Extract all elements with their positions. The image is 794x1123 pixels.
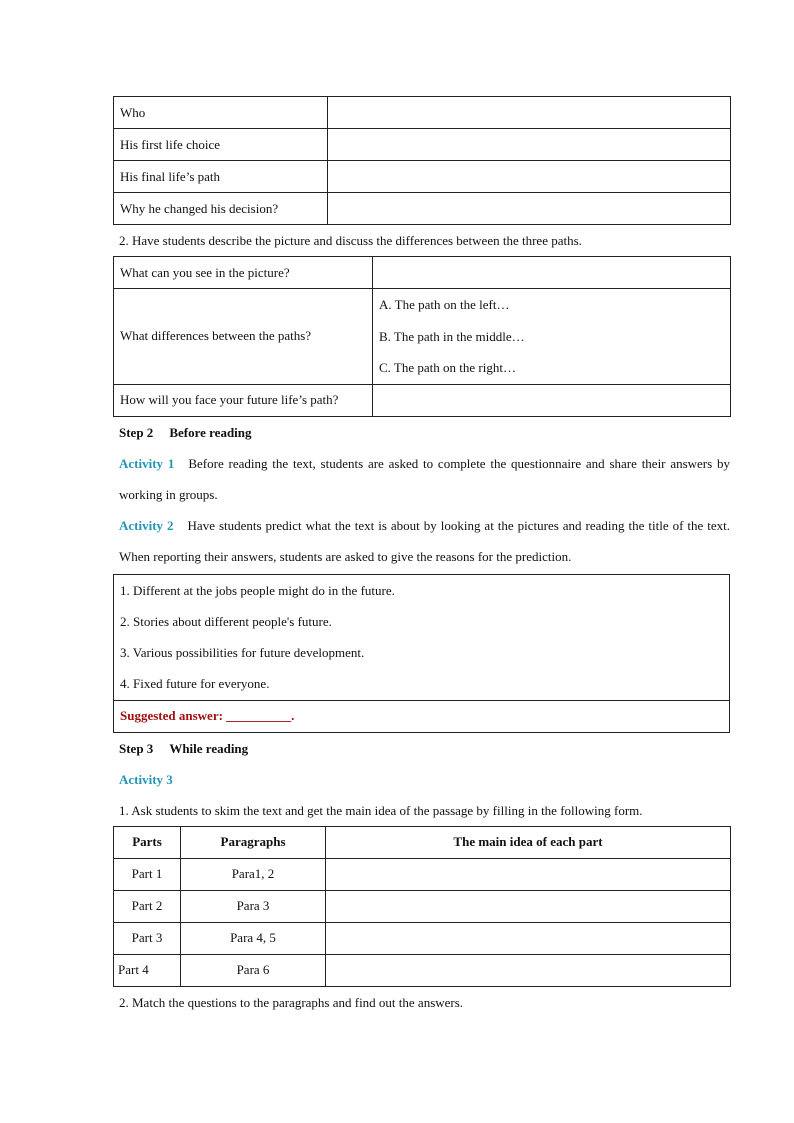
table-row (114, 574, 730, 700)
answer-cell[interactable] (328, 193, 731, 225)
part-cell: Part 1 (114, 858, 181, 890)
table-row (114, 858, 731, 890)
table-row (114, 700, 730, 732)
step3-heading (113, 733, 730, 764)
activity-text: Before reading the text, students are asked to complete the questionnaire and share their answers by working in groups. (119, 455, 730, 502)
table-header-row (114, 826, 731, 858)
table-row (114, 890, 731, 922)
answer-end: . (291, 708, 295, 724)
paragraphs-cell: Para1, 2 (181, 858, 326, 890)
answer-blank[interactable]: __________ (226, 708, 292, 724)
instruction-match-questions: 2. Match the questions to the paragraphs and find out the answers. (119, 994, 464, 1010)
prediction-options-table (113, 574, 730, 733)
step-label: Step 3 (119, 740, 154, 756)
activity-label: Activity 3 (119, 771, 173, 787)
row-label: Why he changed his decision? (114, 193, 328, 225)
answer-cell[interactable] (328, 161, 731, 193)
options-cell (373, 289, 731, 385)
option-c: C. The path on the right… (379, 360, 516, 375)
question-cell: How will you face your future life’s path? (114, 384, 373, 416)
activity1-paragraph (113, 448, 730, 510)
document-page (113, 96, 730, 1018)
column-header: Parts (114, 826, 181, 858)
activity-label: Activity 2 (119, 517, 174, 533)
list-item: 4. Fixed future for everyone. (120, 676, 270, 692)
row-label: Who (114, 97, 328, 129)
main-idea-cell[interactable] (326, 922, 731, 954)
answer-cell[interactable] (373, 257, 731, 289)
table-row (114, 922, 731, 954)
main-idea-cell[interactable] (326, 858, 731, 890)
table-row (114, 289, 731, 385)
answer-cell[interactable] (328, 97, 731, 129)
instruction-describe-picture: 2. Have students describe the picture and discuss the differences between the three paths. (119, 233, 582, 248)
instruction-skim-text: 1. Ask students to skim the text and get the main idea of the passage by filling in the following form. (119, 802, 643, 818)
option-a: A. The path on the left… (379, 297, 510, 312)
table-row (114, 954, 731, 986)
list-item: 2. Stories about different people's future. (120, 613, 332, 629)
answer-cell[interactable] (328, 129, 731, 161)
part-cell: Part 3 (114, 922, 181, 954)
question-cell: What can you see in the picture? (114, 257, 373, 289)
activity2-paragraph (113, 510, 730, 572)
table-row (114, 257, 731, 289)
list-item: 1. Different at the jobs people might do in the future. (120, 582, 395, 598)
activity3-heading (113, 764, 730, 795)
option-b: B. The path in the middle… (379, 328, 525, 344)
list-item: 3. Various possibilities for future development. (120, 645, 365, 661)
main-idea-cell[interactable] (326, 954, 731, 986)
main-idea-table (113, 826, 731, 987)
table-row (114, 384, 731, 416)
paragraphs-cell: Para 4, 5 (181, 922, 326, 954)
picture-discussion-table (113, 256, 731, 417)
table-row (114, 193, 731, 225)
step2-heading (113, 417, 730, 448)
suggested-answer-cell (114, 700, 730, 732)
story-table (113, 96, 731, 225)
step-title: While reading (169, 740, 249, 756)
activity-label: Activity 1 (119, 455, 175, 471)
part-cell: Part 2 (114, 890, 181, 922)
paragraphs-cell: Para 3 (181, 890, 326, 922)
column-header: The main idea of each part (326, 826, 731, 858)
column-header: Paragraphs (181, 826, 326, 858)
part-cell: Part 4 (114, 954, 181, 986)
suggested-answer-label: Suggested answer: (120, 708, 223, 724)
step-label: Step 2 (119, 424, 154, 440)
table-row (114, 97, 731, 129)
main-idea-cell[interactable] (326, 890, 731, 922)
row-label: His first life choice (114, 129, 328, 161)
step-title: Before reading (169, 424, 252, 440)
question-cell: What differences between the paths? (114, 289, 373, 385)
options-cell (114, 574, 730, 700)
row-label: His final life’s path (114, 161, 328, 193)
answer-cell[interactable] (373, 384, 731, 416)
table-row (114, 129, 731, 161)
activity-text: Have students predict what the text is about by looking at the pictures and reading the title of the text. When reporting their answers, students are asked to give the reasons for the prediction. (119, 517, 730, 564)
table-row (114, 161, 731, 193)
paragraphs-cell: Para 6 (181, 954, 326, 986)
